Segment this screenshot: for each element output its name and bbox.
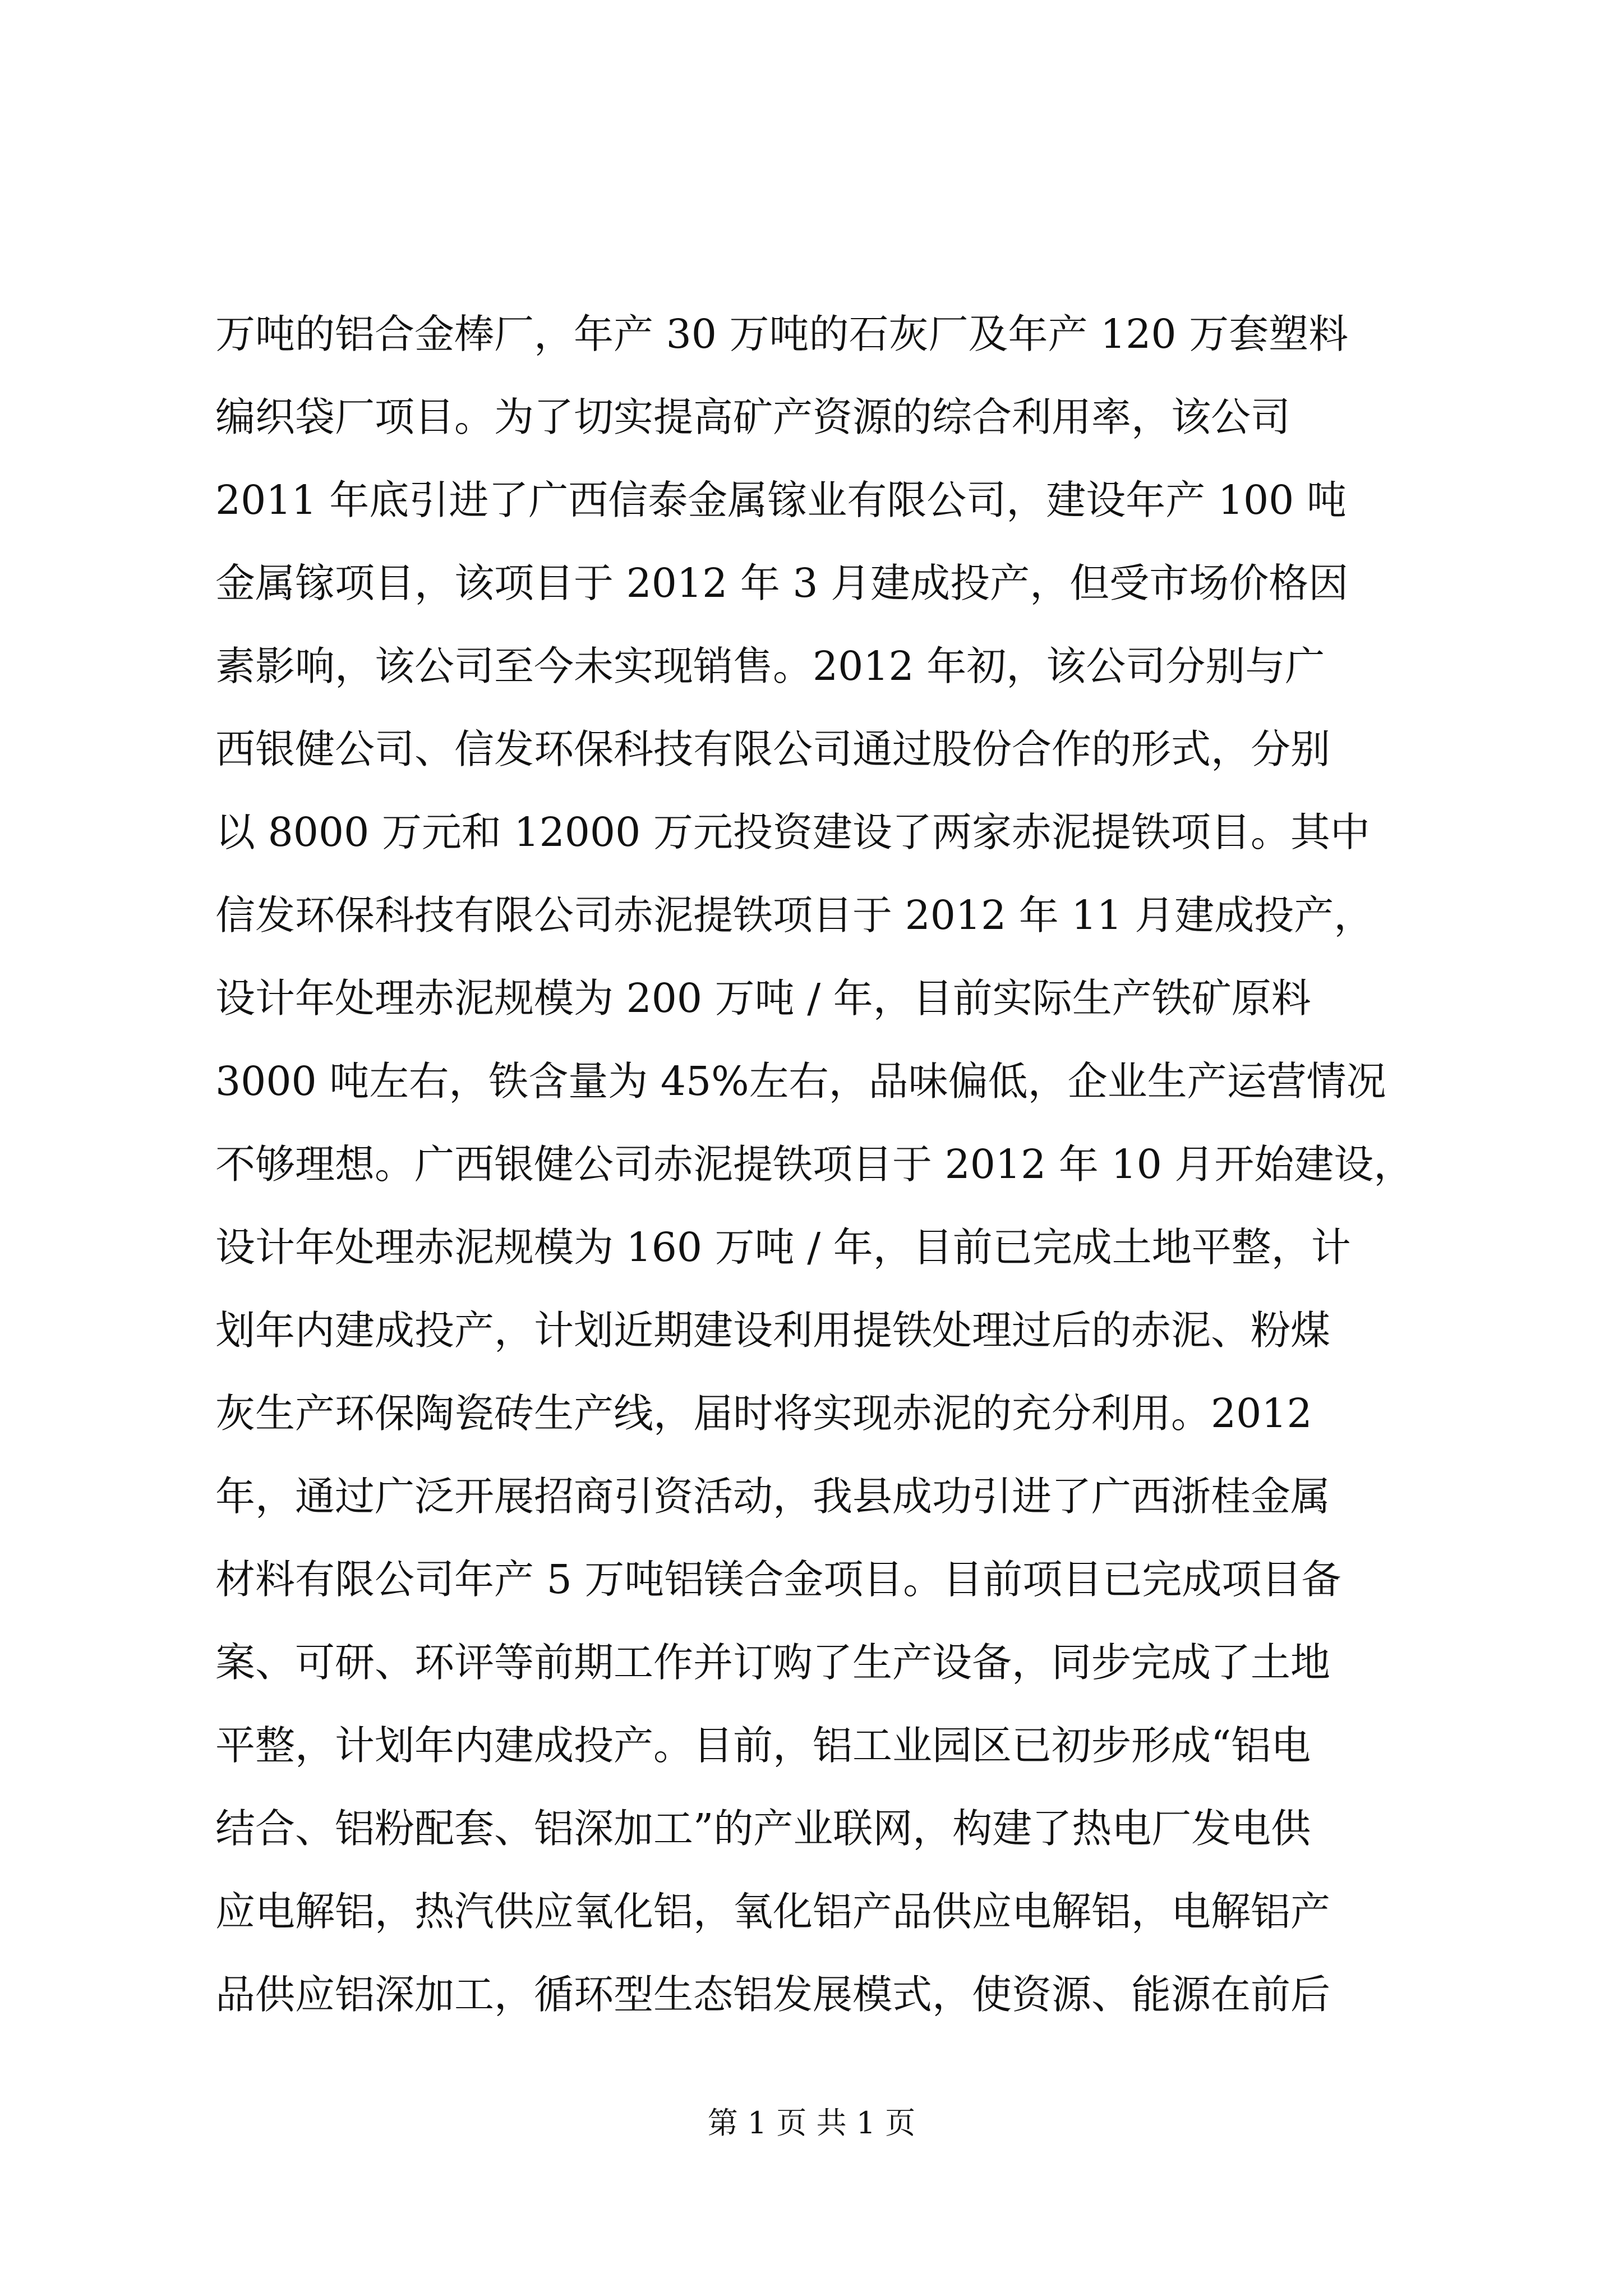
text-line-18: 平整，计划年内建成投产。目前，铝工业园区已初步形成“铝电 [215, 1722, 1311, 1769]
text-line-1: 万吨的铝合金棒厂，年产 30 万吨的石灰厂及年产 120 万套塑料 [215, 311, 1349, 357]
text-line-3: 2011 年底引进了广西信泰金属镓业有限公司，建设年产 100 吨 [215, 477, 1347, 523]
text-line-6: 西银健公司、信发环保科技有限公司通过股份合作的形式，分别 [215, 726, 1331, 772]
page-footer: 第 1 页 共 1 页 [707, 2105, 916, 2141]
text-line-20: 应电解铝，热汽供应氧化铝，氧化铝产品供应电解铝，电解铝产 [215, 1888, 1331, 1935]
text-line-15: 年，通过广泛开展招商引资活动，我县成功引进了广西浙桂金属 [215, 1473, 1331, 1520]
text-line-5: 素影响，该公司至今未实现销售。2012 年初，该公司分别与广 [215, 643, 1325, 689]
text-line-2: 编织袋厂项目。为了切实提高矿产资源的综合利用率，该公司 [215, 394, 1291, 440]
text-line-7: 以 8000 万元和 12000 万元投资建设了两家赤泥提铁项目。其中 [215, 809, 1370, 855]
text-line-16: 材料有限公司年产 5 万吨铝镁合金项目。目前项目已完成项目备 [215, 1556, 1341, 1603]
text-line-10: 3000 吨左右，铁含量为 45%左右，品味偏低，企业生产运营情况 [215, 1058, 1386, 1105]
text-line-19: 结合、铝粉配套、铝深加工”的产业联网，构建了热电厂发电供 [215, 1805, 1311, 1852]
text-line-11: 不够理想。广西银健公司赤泥提铁项目于 2012 年 10 月开始建设， [215, 1141, 1414, 1188]
text-line-17: 案、可研、环评等前期工作并订购了生产设备，同步完成了土地 [215, 1639, 1331, 1686]
body-paragraph [215, 293, 1427, 2036]
text-line-13: 划年内建成投产，计划近期建设利用提铁处理过后的赤泥、粉煤 [215, 1307, 1331, 1354]
text-line-8: 信发环保科技有限公司赤泥提铁项目于 2012 年 11 月建成投产， [215, 892, 1374, 938]
text-line-4: 金属镓项目，该项目于 2012 年 3 月建成投产，但受市场价格因 [215, 560, 1349, 606]
text-line-12: 设计年处理赤泥规模为 160 万吨 / 年，目前已完成土地平整，计 [215, 1224, 1351, 1271]
text-line-14: 灰生产环保陶瓷砖生产线，届时将实现赤泥的充分利用。2012 [215, 1390, 1312, 1437]
text-line-21: 品供应铝深加工，循环型生态铝发展模式，使资源、能源在前后 [215, 1971, 1331, 2018]
text-line-9: 设计年处理赤泥规模为 200 万吨 / 年，目前实际生产铁矿原料 [215, 975, 1311, 1022]
